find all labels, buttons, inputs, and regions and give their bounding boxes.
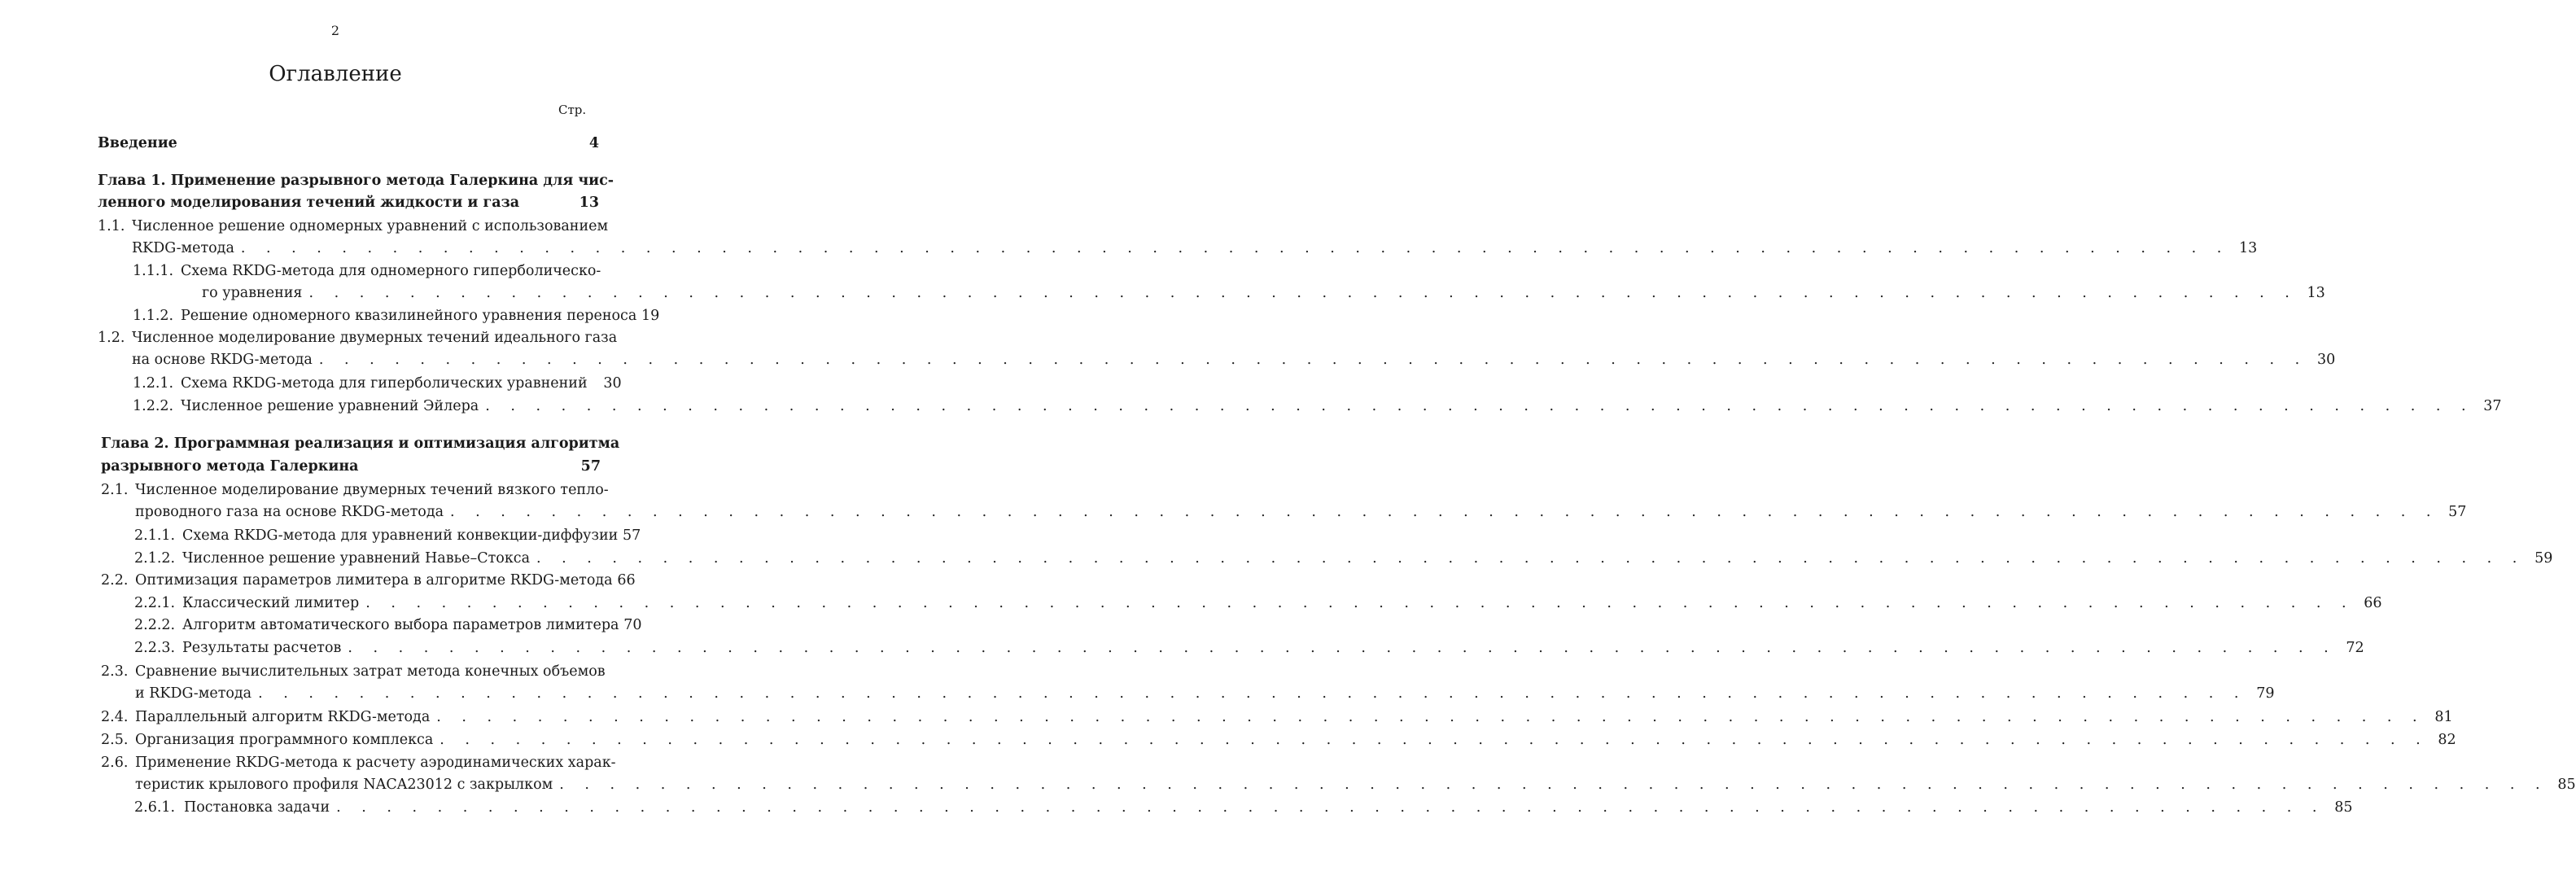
toc-page-number: 57	[623, 527, 641, 544]
toc-section-2-5[interactable]	[135, 732, 2456, 748]
toc-section-2-1-leader[interactable]	[135, 504, 2467, 520]
toc-entry-text: теристик крылового профиля NACA23012 с закрылком	[135, 777, 553, 793]
toc-section-2-4[interactable]	[135, 709, 2453, 725]
toc-page-number: 13	[2307, 285, 2325, 301]
toc-entry-text: Численное решение уравнений Эйлера	[181, 398, 479, 414]
toc-subsection-1-1-1[interactable]: Схема RKDG-метода для одномерного гиперболическо-	[181, 263, 601, 279]
toc-page-number: 19	[641, 308, 660, 324]
toc-page-number: 82	[2438, 732, 2456, 748]
toc-section-number: 2.1.	[101, 482, 129, 498]
toc-page-number: 30	[603, 375, 622, 392]
toc-chapter1-title[interactable]: Глава 1. Применение разрывного метода Галеркина для чис-	[98, 173, 614, 189]
toc-entry-text: RKDG-метода	[132, 240, 234, 256]
toc-page-number: 59	[2534, 550, 2553, 567]
toc-entry-text: проводного газа на основе RKDG-метода	[135, 504, 444, 520]
toc-page-number: 13	[2238, 240, 2258, 256]
toc-entry-text: Схема RKDG-метода для уравнений конвекции-диффузии	[182, 527, 619, 544]
toc-subsection-2-1-2[interactable]	[182, 550, 2553, 567]
toc-subsection-number: 2.1.1.	[134, 527, 176, 544]
dot-leader	[559, 777, 2548, 793]
toc-page-number: 66	[617, 572, 636, 589]
dot-leader	[365, 595, 2354, 611]
toc-subsection-2-2-2[interactable]	[182, 617, 642, 633]
dot-leader	[308, 285, 2297, 301]
toc-entry-text: Оптимизация параметров лимитера в алгоритме RKDG-метода	[135, 572, 613, 589]
toc-subsection-number: 2.2.3.	[134, 640, 176, 656]
toc-page-number: 79	[2256, 685, 2275, 702]
toc-subsection-1-1-2[interactable]	[181, 308, 660, 324]
toc-page-number: 66	[2364, 595, 2382, 611]
toc-section-number: 1.2.	[98, 330, 125, 346]
toc-entry-text: на основе RKDG-метода	[132, 352, 313, 368]
toc-subsection-1-1-1-leader[interactable]	[202, 285, 2325, 301]
dot-leader	[258, 685, 2246, 702]
toc-section-2-3-leader[interactable]	[135, 685, 2275, 702]
toc-section-2-6[interactable]: Применение RKDG-метода к расчету аэродинамических харак-	[135, 755, 616, 771]
toc-page-number: 72	[2346, 640, 2364, 656]
toc-section-number: 2.4.	[101, 709, 129, 725]
toc-intro-label[interactable]: Введение	[98, 135, 177, 151]
toc-section-2-1[interactable]: Численное моделирование двумерных течений вязкого тепло-	[135, 482, 609, 498]
toc-page-number: 85	[2557, 777, 2576, 793]
toc-entry-text: Результаты расчетов	[182, 640, 342, 656]
toc-section-number: 2.6.	[101, 755, 129, 771]
toc-entry-text: Организация программного комплекса	[135, 732, 434, 748]
toc-page-number: 70	[623, 617, 642, 633]
toc-subsection-number: 2.1.2.	[134, 550, 176, 567]
dot-leader	[336, 799, 2325, 816]
dot-leader	[241, 240, 2229, 256]
toc-subsection-1-2-1[interactable]	[181, 375, 622, 392]
toc-section-1-2[interactable]: Численное моделирование двумерных течений идеального газа	[132, 330, 618, 346]
toc-subsection-1-2-2[interactable]	[181, 398, 2502, 414]
toc-subsection-number: 1.2.2.	[133, 398, 174, 414]
toc-section-1-1-leader[interactable]	[132, 240, 2258, 256]
toc-subsection-number: 1.2.1.	[133, 375, 174, 392]
toc-subsection-2-2-3[interactable]	[182, 640, 2364, 656]
toc-entry-text: го уравнения	[202, 285, 303, 301]
toc-page-number: 85	[2334, 799, 2353, 816]
toc-subsection-number: 2.2.1.	[134, 595, 176, 611]
toc-section-1-2-leader[interactable]	[132, 352, 2336, 368]
toc-section-1-1[interactable]: Численное решение одномерных уравнений с использованием	[132, 218, 609, 234]
toc-chapter2-page: 57	[580, 458, 601, 475]
toc-section-2-6-leader[interactable]	[135, 777, 2576, 793]
toc-entry-text: Схема RKDG-метода для гиперболических уравнений	[181, 375, 588, 392]
dot-leader	[440, 732, 2428, 748]
toc-section-2-2[interactable]	[135, 572, 636, 589]
toc-section-number: 2.2.	[101, 572, 129, 589]
toc-entry-text: Параллельный алгоритм RKDG-метода	[135, 709, 431, 725]
dot-leader	[536, 550, 2525, 567]
toc-subsection-number: 1.1.2.	[133, 308, 174, 324]
toc-subsection-number: 2.2.2.	[134, 617, 176, 633]
toc-subsection-number: 1.1.1.	[133, 263, 174, 279]
toc-chapter1-title-cont[interactable]: ленного моделирования течений жидкости и газа	[98, 195, 520, 211]
toc-entry-text: Численное решение уравнений Навье–Стокса	[182, 550, 530, 567]
toc-page-number: 30	[2316, 352, 2336, 368]
pages-column-header: Стр.	[558, 103, 587, 117]
dot-leader	[319, 352, 2307, 368]
toc-subsection-2-1-1[interactable]	[182, 527, 641, 544]
toc-entry-text: Классический лимитер	[182, 595, 360, 611]
toc-subsection-2-2-1[interactable]	[182, 595, 2382, 611]
page-title: Оглавление	[269, 62, 402, 86]
toc-section-number: 2.5.	[101, 732, 129, 748]
toc-section-2-3[interactable]: Сравнение вычислительных затрат метода конечных объемов	[135, 663, 606, 680]
toc-entry-text: Алгоритм автоматического выбора параметров лимитера	[182, 617, 619, 633]
toc-page-number: 37	[2483, 398, 2502, 414]
toc-chapter2-title[interactable]: Глава 2. Программная реализация и оптимизация алгоритма	[101, 435, 620, 452]
toc-subsection-number: 2.6.1.	[134, 799, 176, 816]
dot-leader	[485, 398, 2473, 414]
dot-leader	[436, 709, 2425, 725]
toc-page-number: 57	[2448, 504, 2467, 520]
toc-entry-text: Решение одномерного квазилинейного уравнения переноса	[181, 308, 637, 324]
toc-section-number: 2.3.	[101, 663, 129, 680]
toc-section-number: 1.1.	[98, 218, 125, 234]
toc-subsection-2-6-1[interactable]	[184, 799, 2353, 816]
toc-chapter1-page: 13	[579, 195, 599, 211]
dot-leader	[348, 640, 2336, 656]
toc-intro-page: 4	[588, 135, 599, 151]
toc-page-number: 81	[2434, 709, 2453, 725]
dot-leader	[450, 504, 2438, 520]
toc-entry-text: и RKDG-метода	[135, 685, 252, 702]
page-number: 2	[330, 23, 340, 38]
toc-entry-text: Постановка задачи	[184, 799, 330, 816]
toc-chapter2-title-cont[interactable]: разрывного метода Галеркина	[101, 458, 359, 475]
